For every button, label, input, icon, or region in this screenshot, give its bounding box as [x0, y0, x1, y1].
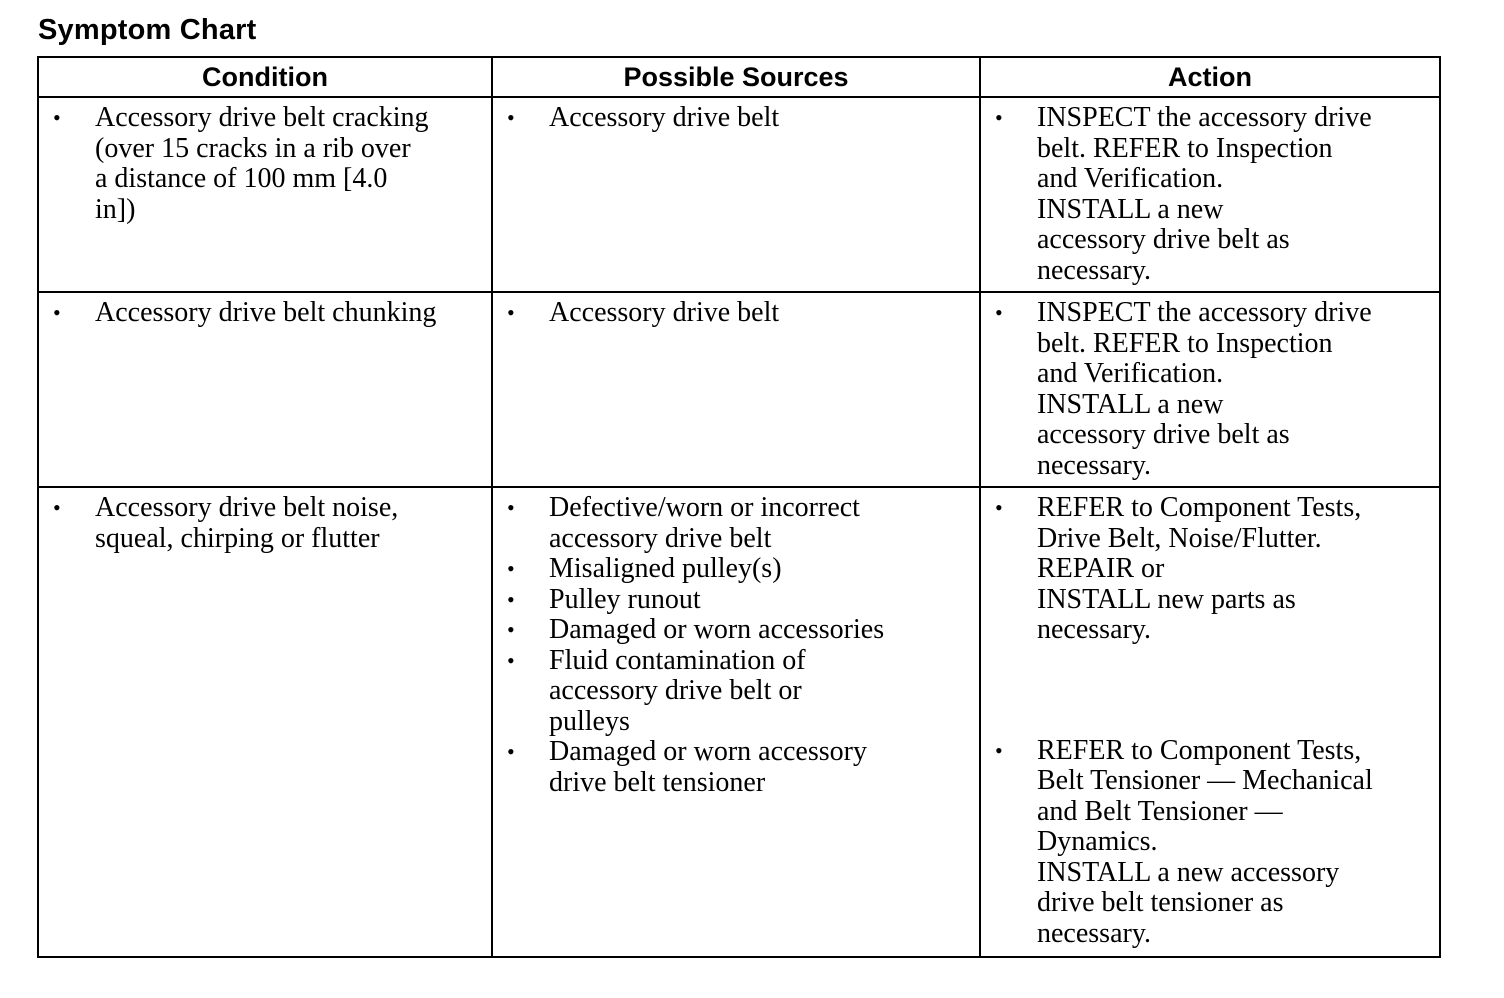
bullet-icon: • — [507, 300, 515, 325]
source-text: Misaligned pulley(s) — [549, 553, 782, 584]
bullet-icon: • — [53, 105, 61, 130]
page-title: Symptom Chart — [38, 14, 257, 46]
source-text: Accessory drive belt — [549, 102, 780, 133]
action-text: REFER to Component Tests, Belt Tensioner — Mechanical and Belt Tensioner — Dynamics. INSTALL a new accessory drive belt tensioner as necessary. — [1037, 734, 1373, 949]
condition-text: Accessory drive belt cracking (over 15 cracks in a rib over a distance of 100 mm [4.0 in]) — [95, 102, 429, 225]
action-text: INSPECT the accessory drive belt. REFER to Inspection and Verification. INSTALL a new accessory drive belt as necessary. — [1037, 297, 1372, 481]
action-text: INSPECT the accessory drive belt. REFER to Inspection and Verification. INSTALL a new accessory drive belt as necessary. — [1037, 102, 1372, 286]
action-text: REFER to Component Tests, Drive Belt, Noise/Flutter. REPAIR or INSTALL new parts as necessary. — [1037, 492, 1362, 645]
condition-text: Accessory drive belt noise, squeal, chirping or flutter — [95, 492, 399, 554]
bullet-icon: • — [507, 739, 515, 764]
list-item — [493, 615, 979, 646]
list-item — [981, 298, 1439, 481]
source-text: Fluid contamination of accessory drive belt or pulleys — [549, 644, 806, 737]
bullet-icon: • — [507, 556, 515, 581]
bullet-icon: • — [995, 495, 1003, 520]
table-row — [38, 487, 1440, 957]
source-text: Damaged or worn accessory drive belt tensioner — [549, 736, 867, 798]
action-cell — [980, 292, 1440, 487]
bullet-icon: • — [995, 737, 1003, 763]
bullet-icon: • — [53, 300, 61, 325]
sources-cell — [492, 292, 980, 487]
table-header-row — [38, 57, 1440, 97]
list-item — [981, 736, 1439, 950]
list-item — [493, 298, 979, 329]
list-item — [39, 103, 491, 225]
condition-text: Accessory drive belt chunking — [95, 297, 437, 328]
source-text: Defective/worn or incorrect accessory drive belt — [549, 492, 860, 554]
table-row — [38, 292, 1440, 487]
list-item — [39, 493, 491, 554]
bullet-icon: • — [507, 586, 515, 612]
spacer — [981, 646, 1439, 736]
header-condition: Condition — [38, 57, 492, 97]
list-item — [493, 493, 979, 554]
condition-cell — [38, 487, 492, 957]
bullet-icon: • — [507, 495, 515, 520]
source-text: Accessory drive belt — [549, 297, 780, 328]
bullet-icon: • — [507, 105, 515, 130]
bullet-icon: • — [995, 105, 1003, 130]
list-item — [981, 103, 1439, 286]
list-item — [493, 585, 979, 616]
bullet-icon: • — [507, 617, 515, 642]
bullet-icon: • — [995, 300, 1003, 325]
bullet-icon: • — [53, 495, 61, 520]
list-item — [981, 493, 1439, 646]
table-row — [38, 97, 1440, 292]
list-item — [493, 646, 979, 738]
sources-cell — [492, 487, 980, 957]
list-item — [39, 298, 491, 329]
source-text: Pulley runout — [549, 583, 701, 615]
header-possible-sources: Possible Sources — [492, 57, 980, 97]
symptom-chart-table — [37, 56, 1441, 958]
action-cell — [980, 97, 1440, 292]
sources-cell — [492, 97, 980, 292]
list-item — [493, 103, 979, 134]
action-cell — [980, 487, 1440, 957]
bullet-icon: • — [507, 647, 515, 673]
condition-cell — [38, 292, 492, 487]
list-item — [493, 554, 979, 585]
source-text: Damaged or worn accessories — [549, 614, 885, 645]
condition-cell — [38, 97, 492, 292]
header-action: Action — [980, 57, 1440, 97]
list-item — [493, 737, 979, 798]
